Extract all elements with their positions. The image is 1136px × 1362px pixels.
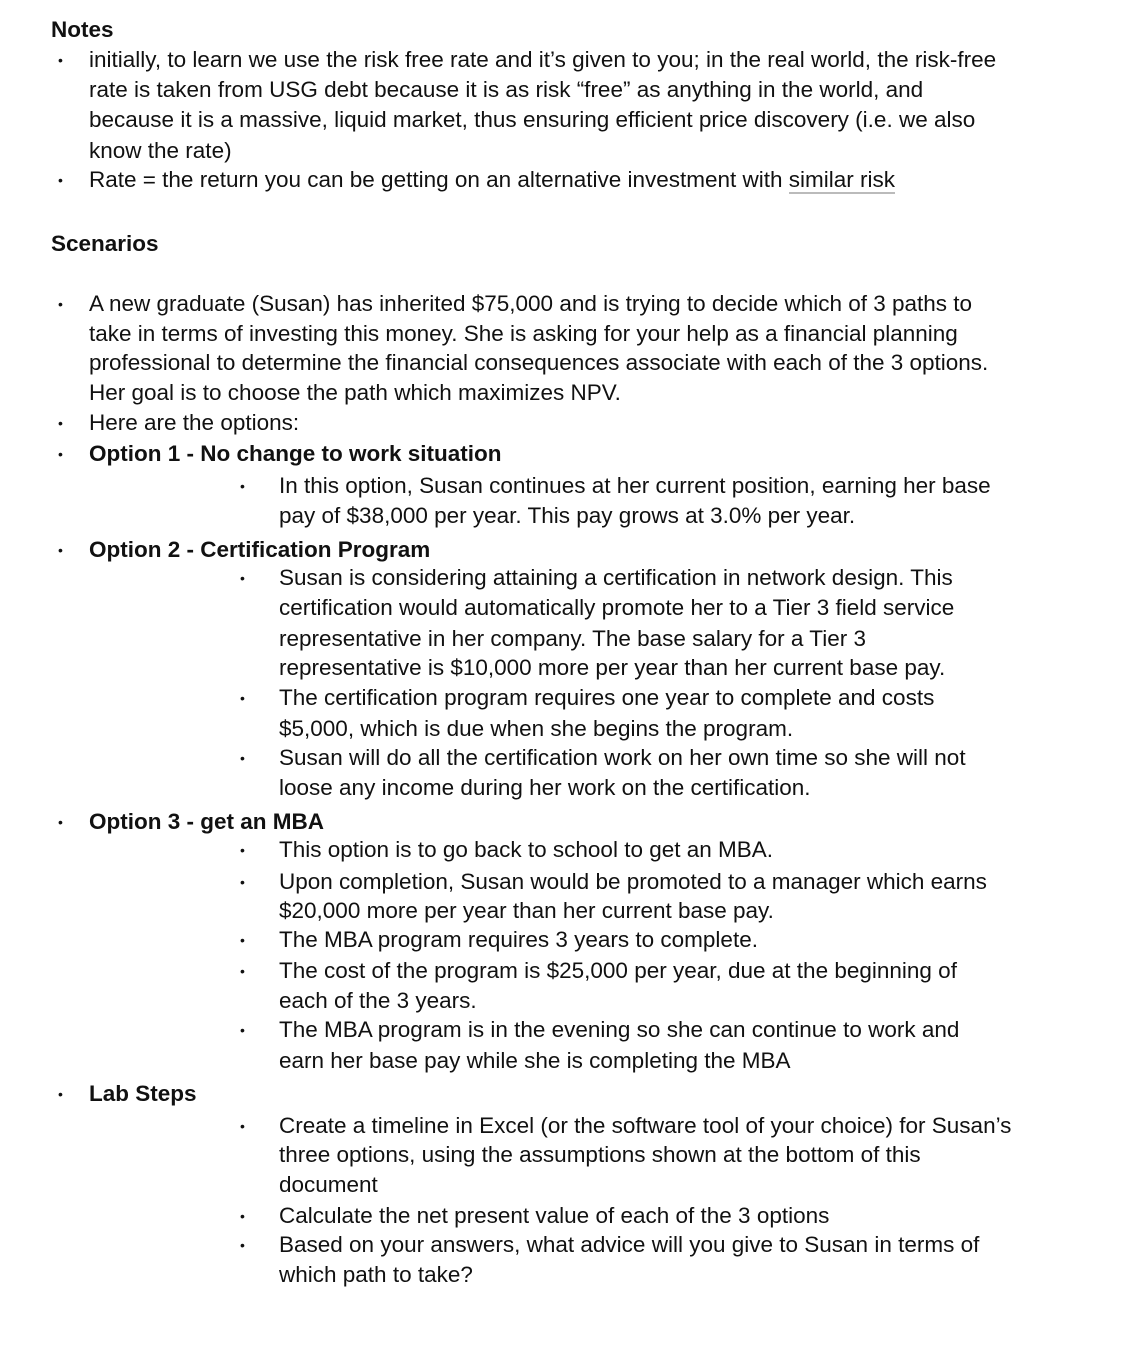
note-line: initially, to learn we use the risk free rate and it’s given to you; in the real world, the risk-free <box>89 47 997 72</box>
bullet-icon: • <box>58 296 63 312</box>
lab-line: Calculate the net present value of each of the 3 options <box>279 1203 830 1228</box>
option2-line: representative in her company. The base salary for a Tier 3 <box>279 626 866 651</box>
intro-line: professional to determine the financial consequences associate with each of the 3 options. <box>89 350 989 375</box>
notes-heading: Notes <box>51 17 114 42</box>
intro-line: Her goal is to choose the path which maximizes NPV. <box>89 380 621 405</box>
intro-line: A new graduate (Susan) has inherited $75,000 and is trying to decide which of 3 paths to <box>89 291 973 316</box>
option3-line: The MBA program is in the evening so she can continue to work and <box>279 1017 960 1042</box>
scenarios-heading: Scenarios <box>51 231 159 256</box>
lab-line: Based on your answers, what advice will you give to Susan in terms of <box>279 1232 980 1257</box>
bullet-icon: • <box>58 446 63 462</box>
bullet-icon: • <box>240 932 245 948</box>
option1-line: In this option, Susan continues at her current position, earning her base <box>279 473 991 498</box>
option2-line: The certification program requires one year to complete and costs <box>279 685 935 710</box>
option1-title: Option 1 - No change to work situation <box>89 441 502 466</box>
option3-line: $20,000 more per year than her current base pay. <box>279 898 774 923</box>
option2-line: representative is $10,000 more per year than her current base pay. <box>279 655 946 680</box>
bullet-icon: • <box>240 842 245 858</box>
lab-line: three options, using the assumptions shown at the bottom of this <box>279 1142 921 1167</box>
bullet-icon: • <box>240 478 245 494</box>
options-intro: Here are the options: <box>89 410 300 435</box>
note-line: know the rate) <box>89 138 232 163</box>
note-line: because it is a massive, liquid market, thus ensuring efficient price discovery (i.e. we also <box>89 107 976 132</box>
option2-line: $5,000, which is due when she begins the program. <box>279 716 794 741</box>
bullet-icon: • <box>58 52 63 68</box>
bullet-icon: • <box>240 690 245 706</box>
lab-line: document <box>279 1172 378 1197</box>
option3-line: The cost of the program is $25,000 per year, due at the beginning of <box>279 958 957 983</box>
bullet-icon: • <box>240 570 245 586</box>
option2-line: Susan is considering attaining a certification in network design. This <box>279 565 953 590</box>
option2-line: Susan will do all the certification work on her own time so she will not <box>279 745 966 770</box>
bullet-icon: • <box>240 1237 245 1253</box>
bullet-icon: • <box>240 963 245 979</box>
bullet-icon: • <box>240 750 245 766</box>
bullet-icon: • <box>240 1022 245 1038</box>
bullet-icon: • <box>58 1086 63 1102</box>
option3-line: The MBA program requires 3 years to complete. <box>279 927 758 952</box>
bullet-icon: • <box>58 415 63 431</box>
intro-line: take in terms of investing this money. She is asking for your help as a financial planning <box>89 321 958 346</box>
note-line <box>89 167 895 193</box>
option2-line: loose any income during her work on the certification. <box>279 775 811 800</box>
bullet-icon: • <box>58 814 63 830</box>
option3-title: Option 3 - get an MBA <box>89 809 324 834</box>
bullet-icon: • <box>240 1118 245 1134</box>
option2-title: Option 2 - Certification Program <box>89 537 431 562</box>
lab-line: Create a timeline in Excel (or the software tool of your choice) for Susan’s <box>279 1113 1012 1138</box>
underlined-text: similar risk <box>788 167 896 192</box>
note-line: rate is taken from USG debt because it is as risk “free” as anything in the world, and <box>89 77 924 102</box>
lab-steps-title: Lab Steps <box>89 1081 197 1106</box>
option3-line: earn her base pay while she is completing the MBA <box>279 1048 791 1073</box>
option3-line: This option is to go back to school to get an MBA. <box>279 837 774 862</box>
option1-line: pay of $38,000 per year. This pay grows at 3.0% per year. <box>279 503 856 528</box>
bullet-icon: • <box>240 1208 245 1224</box>
bullet-icon: • <box>240 874 245 890</box>
option3-line: Upon completion, Susan would be promoted to a manager which earns <box>279 869 987 894</box>
lab-line: which path to take? <box>279 1262 473 1287</box>
note-text: Rate = the return you can be getting on an alternative investment with <box>89 167 789 192</box>
bullet-icon: • <box>58 172 63 188</box>
option2-line: certification would automatically promote her to a Tier 3 field service <box>279 595 955 620</box>
bullet-icon: • <box>58 542 63 558</box>
option3-line: each of the 3 years. <box>279 988 477 1013</box>
